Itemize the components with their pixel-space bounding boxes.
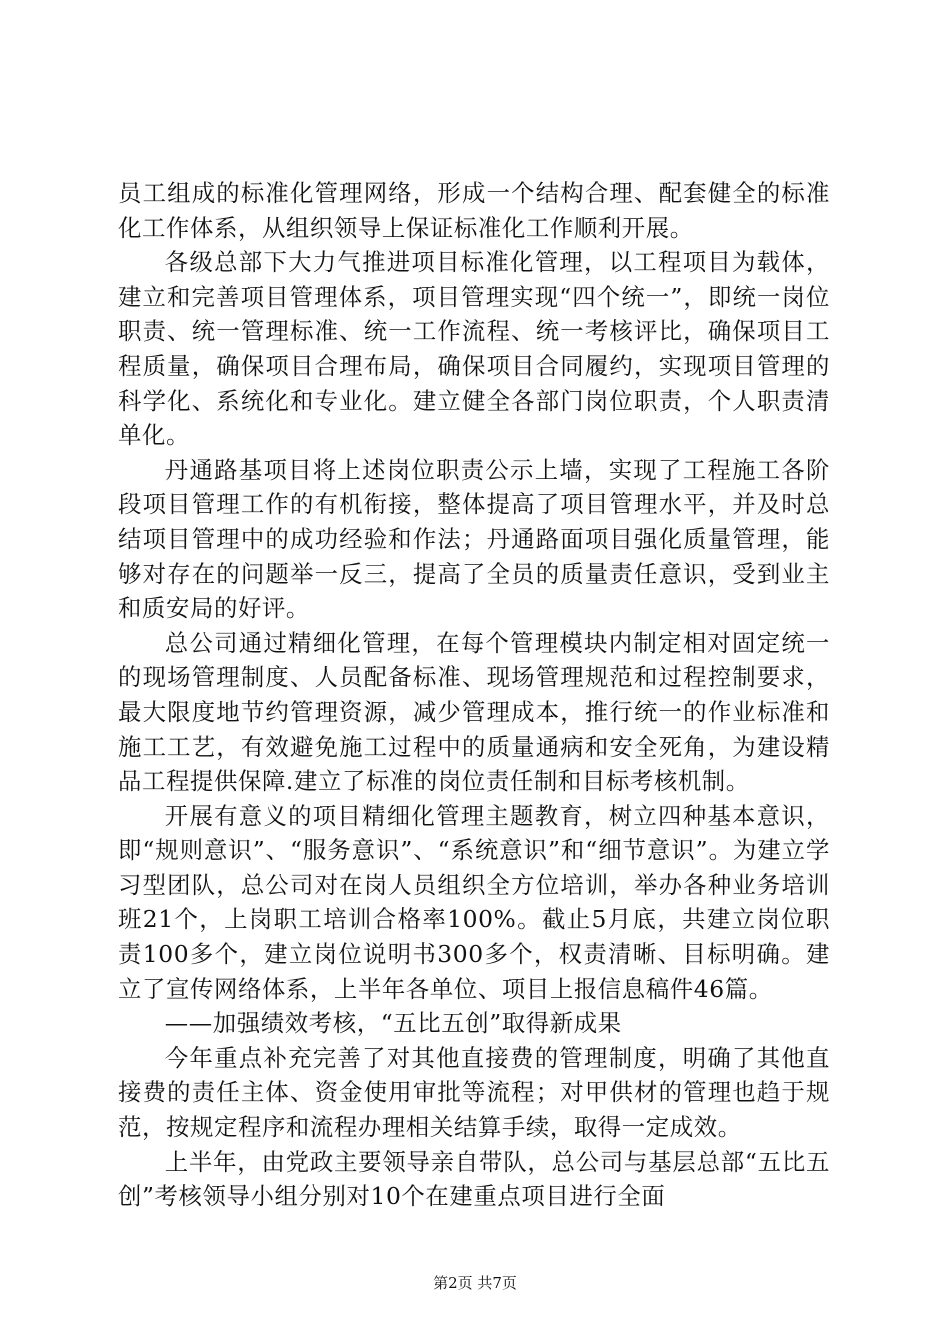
paragraph-dantong-project: 丹通路基项目将上述岗位职责公示上墙，实现了工程施工各阶段项目管理工作的有机衔接，整体提高了项目管理水平，并及时总结项目管理中的成功经验和作法；丹通路面项目强化质量管理，能够对存在的问题举一反三，提高了全员的质量责任意识，受到业主和质安局的好评。 [118, 455, 830, 623]
paragraph-refined-management: 总公司通过精细化管理，在每个管理模块内制定相对固定统一的现场管理制度、人员配备标准、现场管理规范和过程控制要求，最大限度地节约管理资源，减少管理成本，推行统一的作业标准和施工工艺，有效避免施工过程中的质量通病和安全死角，为建设精品工程提供保障.建立了标准的岗位责任制和目标考核机制。 [118, 628, 830, 796]
page-number-footer: 第2页 共7页 [433, 1274, 517, 1292]
paragraph-education-training: 开展有意义的项目精细化管理主题教育，树立四种基本意识，即“规则意识”、“服务意识”、“系统意识”和“细节意识”。为建立学习型团队，总公司对在岗人员组织全方位培训，举办各种业务培训班21个，上岗职工培训合格率100%。截止5月底，共建立岗位职责100多个，建立岗位说明书300多个，权责清晰、目标明确。建立了宣传网络体系，上半年各单位、项目上报信息稿件46篇。 [118, 801, 830, 1003]
section-heading: ——加强绩效考核，“五比五创”取得新成果 [164, 1009, 622, 1038]
paragraph-cost-management: 今年重点补充完善了对其他直接费的管理制度，明确了其他直接费的责任主体、资金使用审批等流程；对甲供材的管理也趋于规范，按规定程序和流程办理相关结算手续，取得一定成效。 [118, 1043, 830, 1142]
document-body [118, 176, 830, 1214]
paragraph-project-standardization: 各级总部下大力气推进项目标准化管理，以工程项目为载体，建立和完善项目管理体系，项目管理实现“四个统一”，即统一岗位职责、统一管理标准、统一工作流程、统一考核评比，确保项目工程质量，确保项目合理布局，确保项目合同履约，实现项目管理的科学化、系统化和专业化。建立健全各部门岗位职责，个人职责清单化。 [118, 248, 830, 450]
paragraph-assessment: 上半年，由党政主要领导亲自带队，总公司与基层总部“五比五创”考核领导小组分别对10个在建重点项目进行全面 [118, 1147, 830, 1211]
paragraph-continuation: 员工组成的标准化管理网络，形成一个结构合理、配套健全的标准化工作体系，从组织领导上保证标准化工作顺利开展。 [118, 179, 830, 242]
